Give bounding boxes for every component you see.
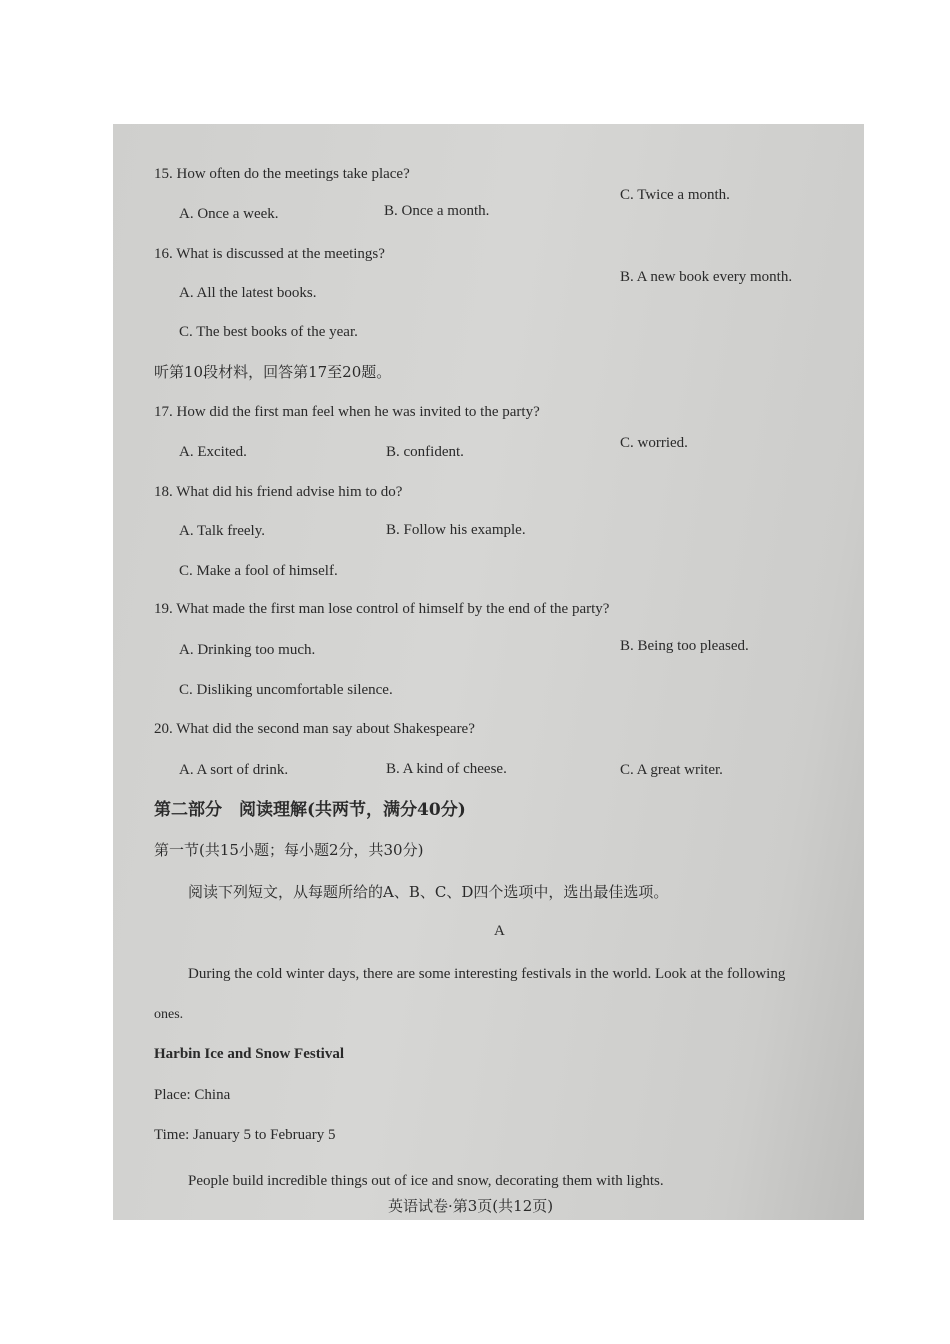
question-18-option-c: C. Make a fool of himself. [179, 563, 338, 579]
exam-page [113, 124, 864, 1220]
reading-instruction: 阅读下列短文，从每题所给的A、B、C、D四个选项中，选出最佳选项。 [188, 883, 669, 901]
question-20-option-c: C. A great writer. [620, 762, 723, 778]
question-15-option-b: B. Once a month. [384, 203, 490, 219]
section-one-heading: 第一节(共15小题；每小题2分，共30分) [154, 841, 424, 859]
festival-time: Time: January 5 to February 5 [154, 1127, 336, 1143]
festival-place: Place: China [154, 1087, 231, 1103]
question-16-option-c: C. The best books of the year. [179, 324, 358, 340]
festival-description: People build incredible things out of ice and snow, decorating them with lights. [188, 1173, 664, 1189]
question-18-option-b: B. Follow his example. [386, 522, 526, 538]
question-15-stem: 15. How often do the meetings take place? [154, 166, 410, 182]
passage-letter: A [494, 923, 505, 939]
question-18-stem: 18. What did his friend advise him to do? [154, 484, 403, 500]
question-19-option-c: C. Disliking uncomfortable silence. [179, 682, 393, 698]
question-17-stem: 17. How did the first man feel when he was invited to the party? [154, 404, 540, 420]
question-17-option-b: B. confident. [386, 444, 464, 460]
festival-title: Harbin Ice and Snow Festival [154, 1046, 345, 1062]
question-15-option-c: C. Twice a month. [620, 187, 730, 203]
part-two-heading: 第二部分 阅读理解(共两节，满分40分) [154, 800, 466, 820]
passage-intro-line-2: ones. [154, 1007, 184, 1022]
passage-intro-line-1: During the cold winter days, there are some interesting festivals in the world. Look at the following [188, 966, 786, 982]
question-17-option-c: C. worried. [620, 435, 688, 451]
question-20-option-b: B. A kind of cheese. [386, 761, 507, 777]
listening-instruction: 听第10段材料，回答第17至20题。 [154, 363, 392, 381]
question-19-stem: 19. What made the first man lose control of himself by the end of the party? [154, 601, 610, 617]
question-19-option-a: A. Drinking too much. [179, 642, 316, 658]
question-19-option-b: B. Being too pleased. [620, 638, 749, 654]
question-20-stem: 20. What did the second man say about Shakespeare? [154, 721, 475, 737]
question-18-option-a: A. Talk freely. [179, 523, 266, 539]
page-footer: 英语试卷·第3页(共12页) [388, 1197, 554, 1215]
question-17-option-a: A. Excited. [179, 444, 247, 460]
question-16-option-b: B. A new book every month. [620, 269, 793, 285]
question-16-option-a: A. All the latest books. [179, 285, 317, 301]
question-20-option-a: A. A sort of drink. [179, 762, 289, 778]
question-15-option-a: A. Once a week. [179, 206, 279, 222]
question-16-stem: 16. What is discussed at the meetings? [154, 246, 385, 262]
